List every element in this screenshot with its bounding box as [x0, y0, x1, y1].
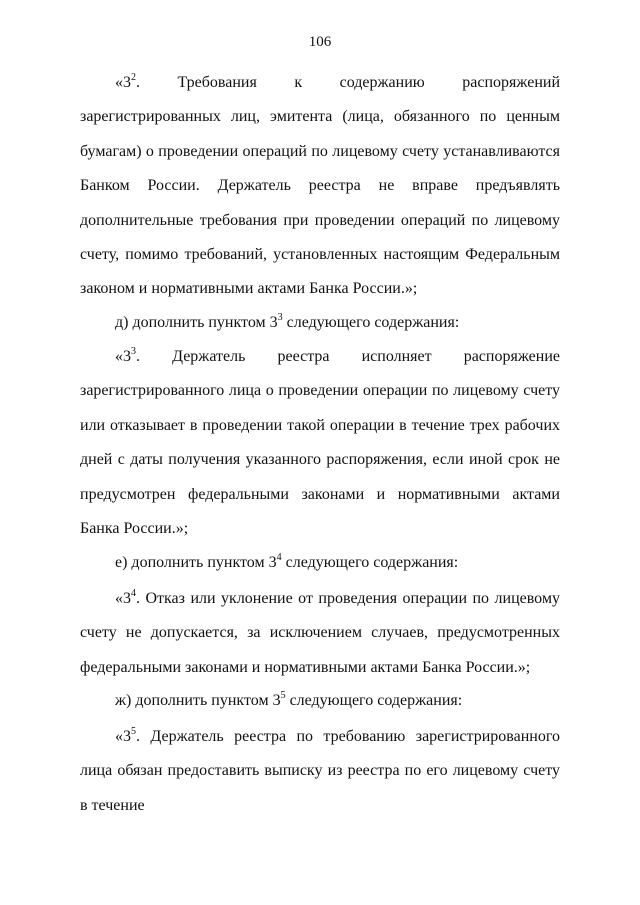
page-number: 106 [308, 34, 332, 50]
paragraph-3-2 [80, 66, 560, 307]
superscript: 4 [276, 551, 282, 563]
superscript: 3 [277, 311, 283, 323]
paragraph-3-3 [80, 340, 560, 546]
paragraph-text: . Держатель реестра исполняет распоряжение зарегистрированного лица о проведении операции по лицевому счету или отказывает в проведении такой операции в течение трех рабочих дней с даты получения указанного распоряжения, если иной срок не предусмотрен федеральными законами и нормативными актами Банка России.»; [80, 348, 560, 538]
superscript: 4 [131, 587, 136, 599]
paragraph-text: . Отказ или уклонение от проведения операции по лицевому счету не допускается, за исключением случаев, предусмотренных федеральными законами и нормативными актами Банка России.»; [80, 590, 560, 676]
paragraph-prefix: «3 [115, 590, 131, 607]
paragraph-prefix: д) дополнить пунктом 3 [115, 314, 278, 331]
paragraph-prefix: «3 [115, 348, 131, 365]
superscript: 5 [131, 725, 136, 737]
superscript: 2 [131, 71, 136, 83]
paragraph-text: следующего содержания: [281, 554, 459, 571]
paragraph-3-5 [80, 720, 560, 823]
paragraph-prefix: «3 [115, 728, 131, 745]
superscript: 5 [280, 689, 286, 701]
paragraph-text: . Держатель реестра по требованию зарегистрированного лица обязан предоставить выписку из реестра по его лицевому счету в течение [80, 728, 560, 814]
paragraph-item-zh [80, 684, 560, 718]
paragraph-prefix: «3 [115, 74, 131, 91]
paragraph-item-e [80, 546, 560, 580]
paragraph-3-4 [80, 582, 560, 685]
paragraph-prefix: е) дополнить пунктом 3 [115, 554, 277, 571]
paragraph-text: следующего содержания: [285, 692, 463, 709]
paragraph-item-d [80, 306, 560, 340]
paragraph-text: следующего содержания: [282, 314, 460, 331]
superscript: 3 [131, 345, 136, 357]
paragraph-prefix: ж) дополнить пунктом 3 [115, 692, 281, 709]
paragraph-text: . Требования к содержанию распоряжений зарегистрированных лиц, эмитента (лица, обязанного по ценным бумагам) о проведении операций по лицевому счету устанавливаются Банком России. Держатель реестра не вправе предъявлять дополнительные требования при проведении операций по лицевому счету, помимо требований, установленных настоящим Федеральным законом и нормативными актами Банка России.»; [80, 74, 560, 298]
